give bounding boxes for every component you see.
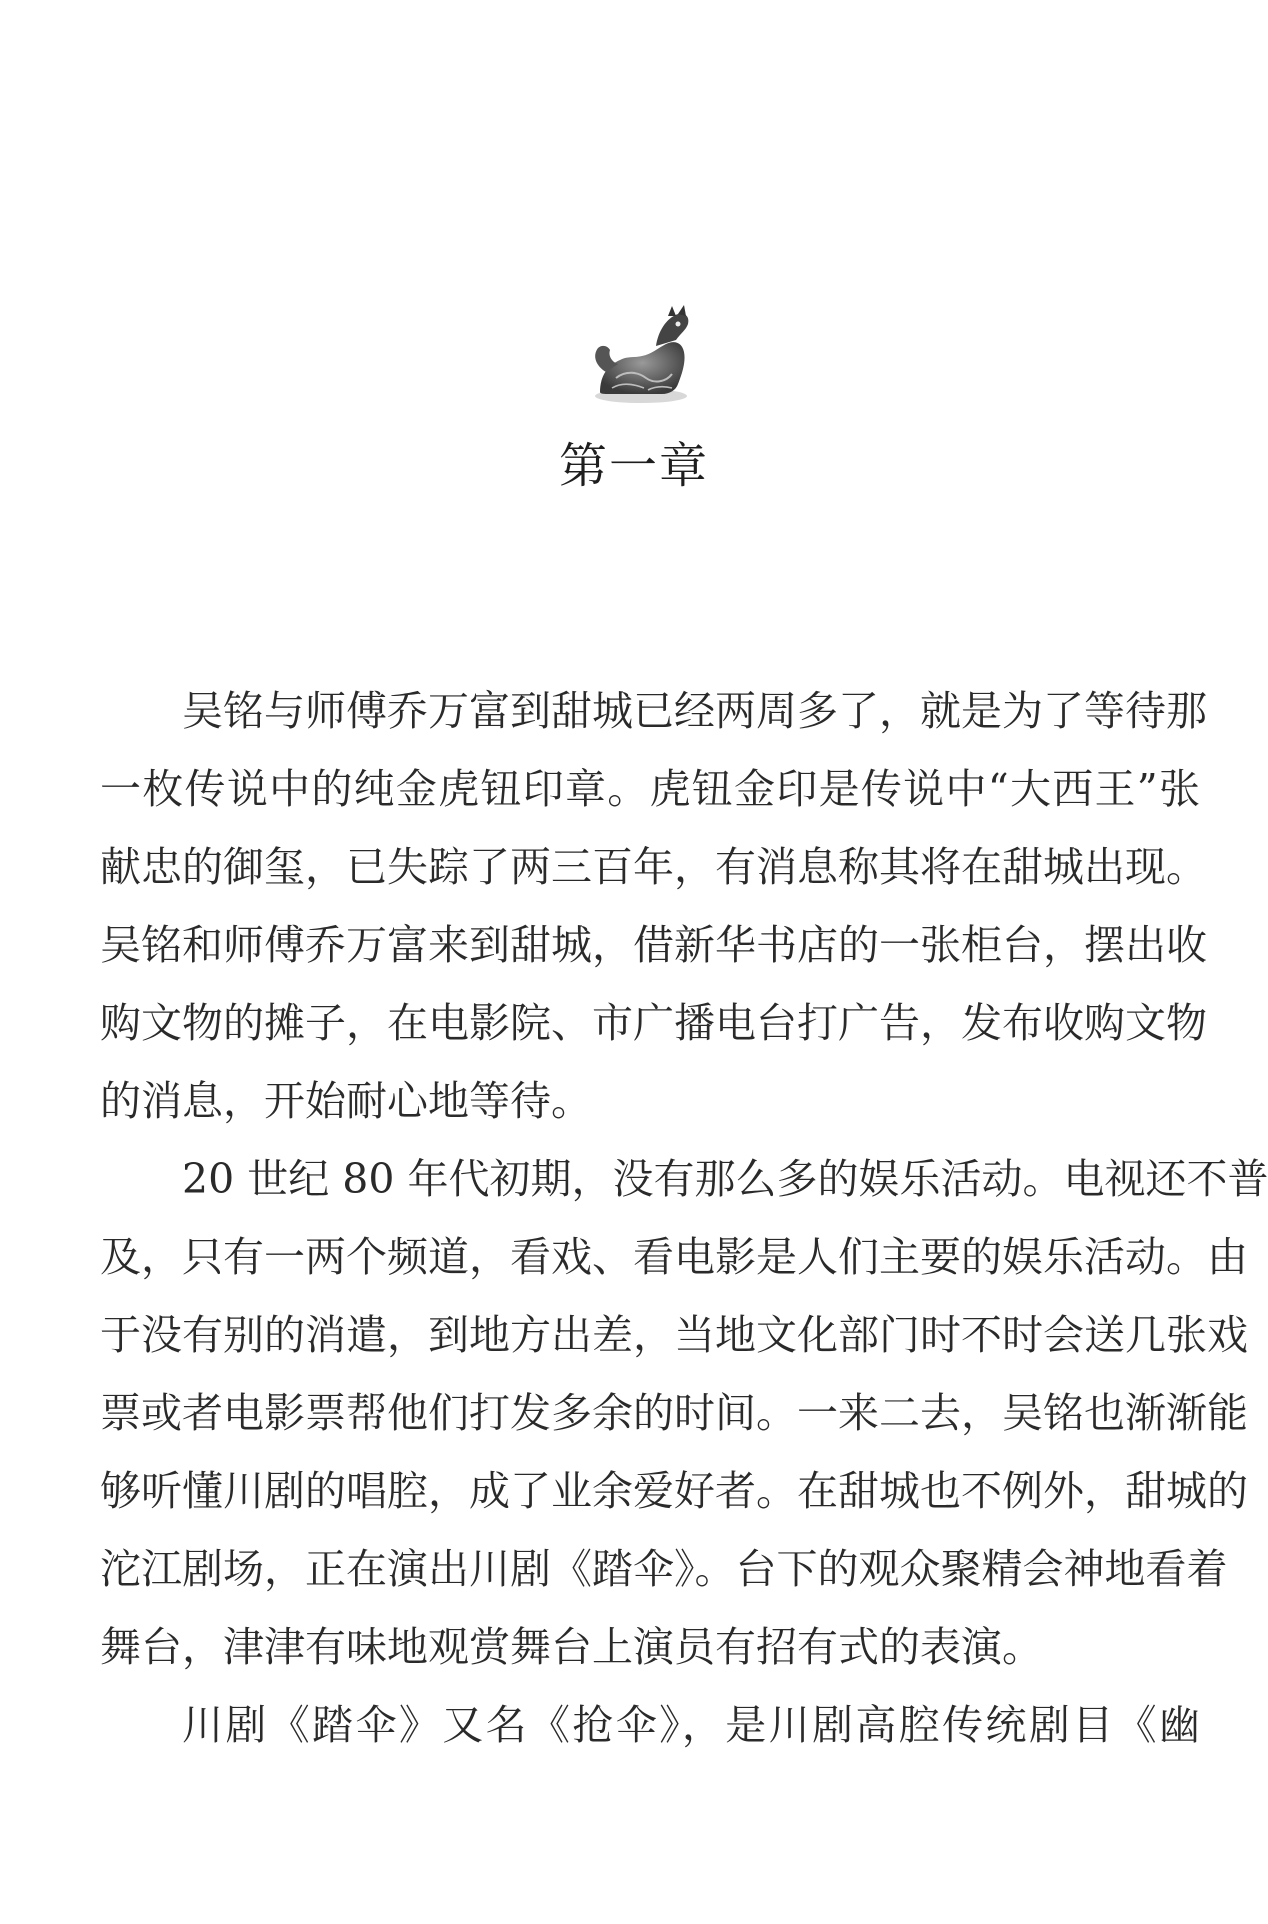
body-text [100, 672, 1268, 1764]
text-line: 川剧《踏伞》又名《抢伞》，是川剧高腔传统剧目《幽 [182, 1701, 1200, 1749]
text-line: 20 世纪 80 年代初期，没有那么多的娱乐活动。电视还不普 [182, 1155, 1268, 1203]
text-line: 舞台，津津有味地观赏舞台上演员有招有式的表演。 [100, 1623, 1043, 1671]
text-line: 的消息，开始耐心地等待。 [100, 1077, 592, 1125]
text-line: 一枚传说中的纯金虎钮印章。虎钮金印是传说中“大西王”张 [100, 765, 1200, 813]
text-line: 购文物的摊子，在电影院、市广播电台打广告，发布收购文物 [100, 999, 1207, 1047]
text-line: 吴铭和师傅乔万富来到甜城，借新华书店的一张柜台，摆出收 [100, 921, 1207, 969]
chapter-title: 第一章 [558, 438, 709, 494]
text-line: 吴铭与师傅乔万富到甜城已经两周多了，就是为了等待那 [182, 687, 1207, 735]
text-line: 于没有别的消遣，到地方出差，当地文化部门时不时会送几张戏 [100, 1311, 1248, 1359]
text-line: 献忠的御玺，已失踪了两三百年，有消息称其将在甜城出现。 [100, 843, 1207, 891]
text-line: 及，只有一两个频道，看戏、看电影是人们主要的娱乐活动。由 [100, 1233, 1248, 1281]
text-line: 沱江剧场，正在演出川剧《踏伞》。台下的观众聚精会神地看着 [100, 1545, 1228, 1593]
text-line: 票或者电影票帮他们打发多余的时间。一来二去，吴铭也渐渐能 [100, 1389, 1248, 1437]
text-line: 够听懂川剧的唱腔，成了业余爱好者。在甜城也不例外，甜城的 [100, 1467, 1248, 1515]
tiger-knob-seal-icon [586, 300, 696, 408]
